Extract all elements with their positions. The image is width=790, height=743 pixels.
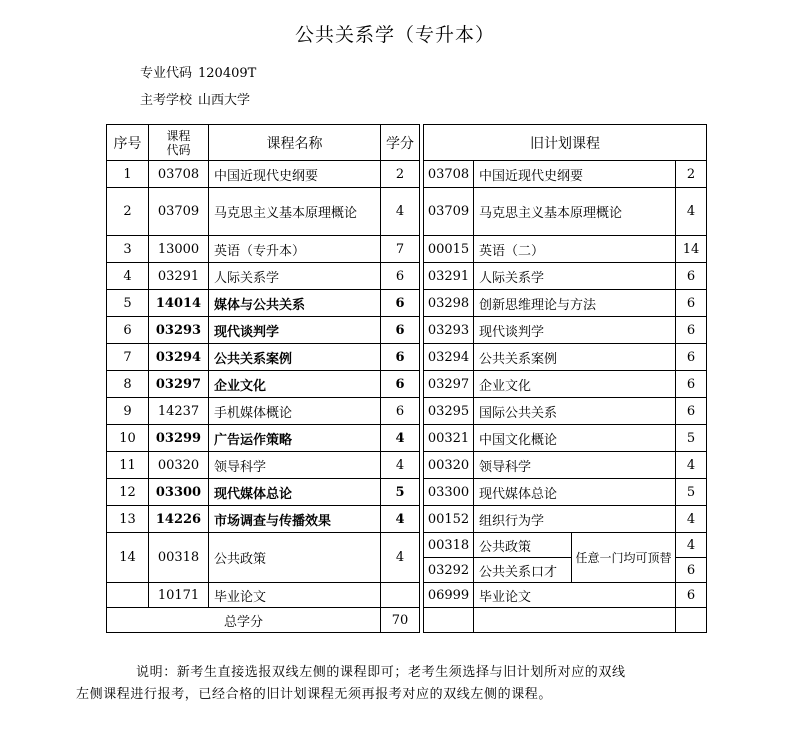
old-course-credit: 6 bbox=[676, 290, 707, 317]
table-row bbox=[107, 479, 420, 506]
course-code: 03297 bbox=[149, 371, 209, 398]
course-code: 03300 bbox=[149, 479, 209, 506]
old-course-code: 03297 bbox=[424, 371, 474, 398]
course-no: 9 bbox=[107, 398, 149, 425]
course-name: 现代媒体总论 bbox=[209, 479, 381, 506]
old-course-name: 公共关系案例 bbox=[474, 344, 676, 371]
course-name: 马克思主义基本原理概论 bbox=[209, 188, 381, 236]
course-credit: 6 bbox=[381, 290, 420, 317]
table-row bbox=[424, 290, 707, 317]
course-code: 14014 bbox=[149, 290, 209, 317]
old-course-credit: 4 bbox=[676, 452, 707, 479]
old-course-credit: 4 bbox=[676, 533, 707, 558]
old-course-name: 人际关系学 bbox=[474, 263, 676, 290]
course-credit: 6 bbox=[381, 263, 420, 290]
table-row bbox=[424, 236, 707, 263]
course-no: 2 bbox=[107, 188, 149, 236]
old-course-name: 马克思主义基本原理概论 bbox=[474, 188, 676, 236]
table-row bbox=[424, 371, 707, 398]
course-code: 13000 bbox=[149, 236, 209, 263]
course-no: 11 bbox=[107, 452, 149, 479]
table-row bbox=[424, 398, 707, 425]
course-no: 12 bbox=[107, 479, 149, 506]
old-course-name: 公共政策 bbox=[474, 533, 572, 558]
old-course-name: 组织行为学 bbox=[474, 506, 676, 533]
course-no: 13 bbox=[107, 506, 149, 533]
course-credit: 2 bbox=[381, 161, 420, 188]
course-name: 手机媒体概论 bbox=[209, 398, 381, 425]
old-course-code: 03293 bbox=[424, 317, 474, 344]
old-course-name: 企业文化 bbox=[474, 371, 676, 398]
host-school-value: 山西大学 bbox=[198, 93, 251, 108]
course-credit: 6 bbox=[381, 344, 420, 371]
explanation-note bbox=[76, 662, 726, 706]
new-plan-table bbox=[106, 124, 420, 633]
old-course-code: 03295 bbox=[424, 398, 474, 425]
course-no: 10 bbox=[107, 425, 149, 452]
old-course-code: 00318 bbox=[424, 533, 474, 558]
host-school-label: 主考学校 bbox=[140, 93, 193, 108]
header-no: 序号 bbox=[107, 125, 149, 161]
old-course-code: 03294 bbox=[424, 344, 474, 371]
old-course-code: 03292 bbox=[424, 558, 474, 583]
course-no: 5 bbox=[107, 290, 149, 317]
course-name: 媒体与公共关系 bbox=[209, 290, 381, 317]
course-code: 00320 bbox=[149, 452, 209, 479]
course-no bbox=[107, 583, 149, 608]
old-plan-total-row bbox=[424, 608, 707, 633]
major-code bbox=[140, 62, 256, 81]
course-code: 00318 bbox=[149, 533, 209, 583]
table-row bbox=[424, 161, 707, 188]
table-row bbox=[107, 398, 420, 425]
total-value: 70 bbox=[381, 608, 420, 633]
course-name: 市场调查与传播效果 bbox=[209, 506, 381, 533]
old-course-name: 国际公共关系 bbox=[474, 398, 676, 425]
old-course-name: 中国文化概论 bbox=[474, 425, 676, 452]
course-name: 企业文化 bbox=[209, 371, 381, 398]
old-course-code: 03709 bbox=[424, 188, 474, 236]
table-row bbox=[107, 236, 420, 263]
old-course-name: 公共关系口才 bbox=[474, 558, 572, 583]
total-label: 总学分 bbox=[107, 608, 381, 633]
course-credit: 4 bbox=[381, 452, 420, 479]
old-course-credit: 4 bbox=[676, 188, 707, 236]
table-row bbox=[424, 188, 707, 236]
table-row bbox=[424, 317, 707, 344]
old-course-code: 00321 bbox=[424, 425, 474, 452]
old-course-code: 00152 bbox=[424, 506, 474, 533]
table-header-row bbox=[107, 125, 420, 161]
course-no: 8 bbox=[107, 371, 149, 398]
note-line-1: 说明：新考生直接选报双线左侧的课程即可；老考生须选择与旧计划所对应的双线 bbox=[136, 665, 626, 680]
course-name: 英语（专升本） bbox=[209, 236, 381, 263]
old-course-name: 现代媒体总论 bbox=[474, 479, 676, 506]
course-name: 公共关系案例 bbox=[209, 344, 381, 371]
table-row bbox=[107, 452, 420, 479]
old-course-credit: 4 bbox=[676, 506, 707, 533]
old-course-code: 03708 bbox=[424, 161, 474, 188]
course-code: 14226 bbox=[149, 506, 209, 533]
old-course-credit: 6 bbox=[676, 371, 707, 398]
header-credit: 学分 bbox=[381, 125, 420, 161]
total-row bbox=[107, 608, 420, 633]
host-school bbox=[140, 89, 250, 108]
double-line-divider-a bbox=[419, 124, 420, 632]
course-credit: 5 bbox=[381, 479, 420, 506]
header-name: 课程名称 bbox=[209, 125, 381, 161]
course-code: 03299 bbox=[149, 425, 209, 452]
old-course-credit: 6 bbox=[676, 317, 707, 344]
course-credit: 4 bbox=[381, 188, 420, 236]
table-row bbox=[107, 317, 420, 344]
table-row bbox=[424, 583, 707, 608]
old-course-credit: 5 bbox=[676, 479, 707, 506]
old-course-code: 03300 bbox=[424, 479, 474, 506]
table-row bbox=[424, 452, 707, 479]
course-no: 4 bbox=[107, 263, 149, 290]
course-code: 03709 bbox=[149, 188, 209, 236]
table-row bbox=[424, 506, 707, 533]
old-course-credit: 6 bbox=[676, 398, 707, 425]
course-no: 6 bbox=[107, 317, 149, 344]
course-name: 毕业论文 bbox=[209, 583, 381, 608]
table-row bbox=[107, 506, 420, 533]
course-name: 现代谈判学 bbox=[209, 317, 381, 344]
old-course-code: 06999 bbox=[424, 583, 474, 608]
course-code: 03291 bbox=[149, 263, 209, 290]
course-code: 14237 bbox=[149, 398, 209, 425]
table-row bbox=[424, 479, 707, 506]
table-row bbox=[424, 263, 707, 290]
old-course-credit: 5 bbox=[676, 425, 707, 452]
table-row bbox=[424, 344, 707, 371]
course-name: 领导科学 bbox=[209, 452, 381, 479]
table-row bbox=[107, 290, 420, 317]
course-credit: 6 bbox=[381, 398, 420, 425]
old-course-name: 现代谈判学 bbox=[474, 317, 676, 344]
course-code: 03708 bbox=[149, 161, 209, 188]
course-name: 公共政策 bbox=[209, 533, 381, 583]
old-course-name: 毕业论文 bbox=[474, 583, 676, 608]
table-row bbox=[107, 188, 420, 236]
old-course-credit: 6 bbox=[676, 558, 707, 583]
header-code: 课程代码 bbox=[149, 125, 209, 161]
table-row bbox=[107, 425, 420, 452]
note-line-2: 左侧课程进行报考，已经合格的旧计划课程无须再报考对应的双线左侧的课程。 bbox=[76, 687, 553, 702]
table-row bbox=[107, 583, 420, 608]
table-row bbox=[107, 533, 420, 583]
old-course-code: 03291 bbox=[424, 263, 474, 290]
old-course-credit: 14 bbox=[676, 236, 707, 263]
course-credit: 4 bbox=[381, 506, 420, 533]
course-code: 03293 bbox=[149, 317, 209, 344]
table-row bbox=[424, 533, 707, 558]
course-credit: 6 bbox=[381, 317, 420, 344]
table-row bbox=[107, 263, 420, 290]
course-no: 3 bbox=[107, 236, 149, 263]
course-credit: 6 bbox=[381, 371, 420, 398]
old-course-code: 00015 bbox=[424, 236, 474, 263]
old-plan-header: 旧计划课程 bbox=[424, 125, 707, 161]
old-course-name: 创新思维理论与方法 bbox=[474, 290, 676, 317]
course-name: 中国近现代史纲要 bbox=[209, 161, 381, 188]
course-no: 1 bbox=[107, 161, 149, 188]
old-course-code: 00320 bbox=[424, 452, 474, 479]
page-title: 公共关系学（专升本） bbox=[294, 24, 495, 46]
course-no: 7 bbox=[107, 344, 149, 371]
old-course-credit: 6 bbox=[676, 583, 707, 608]
old-course-credit: 6 bbox=[676, 263, 707, 290]
course-code: 10171 bbox=[149, 583, 209, 608]
old-course-name: 英语（二） bbox=[474, 236, 676, 263]
old-course-code: 03298 bbox=[424, 290, 474, 317]
old-course-credit: 2 bbox=[676, 161, 707, 188]
major-code-value: 120409T bbox=[198, 66, 257, 81]
table-row bbox=[424, 425, 707, 452]
table-row bbox=[107, 161, 420, 188]
table-row bbox=[107, 344, 420, 371]
course-credit bbox=[381, 583, 420, 608]
old-course-credit: 6 bbox=[676, 344, 707, 371]
course-name: 广告运作策略 bbox=[209, 425, 381, 452]
course-no: 14 bbox=[107, 533, 149, 583]
old-course-name: 领导科学 bbox=[474, 452, 676, 479]
old-course-name: 中国近现代史纲要 bbox=[474, 161, 676, 188]
elective-choice-note: 任意一门均可顶替 bbox=[572, 533, 676, 583]
course-credit: 4 bbox=[381, 533, 420, 583]
course-credit: 7 bbox=[381, 236, 420, 263]
old-plan-header-row bbox=[424, 125, 707, 161]
course-code: 03294 bbox=[149, 344, 209, 371]
old-plan-table bbox=[423, 124, 707, 633]
course-name: 人际关系学 bbox=[209, 263, 381, 290]
major-code-label: 专业代码 bbox=[140, 66, 193, 81]
table-row bbox=[107, 371, 420, 398]
course-credit: 4 bbox=[381, 425, 420, 452]
